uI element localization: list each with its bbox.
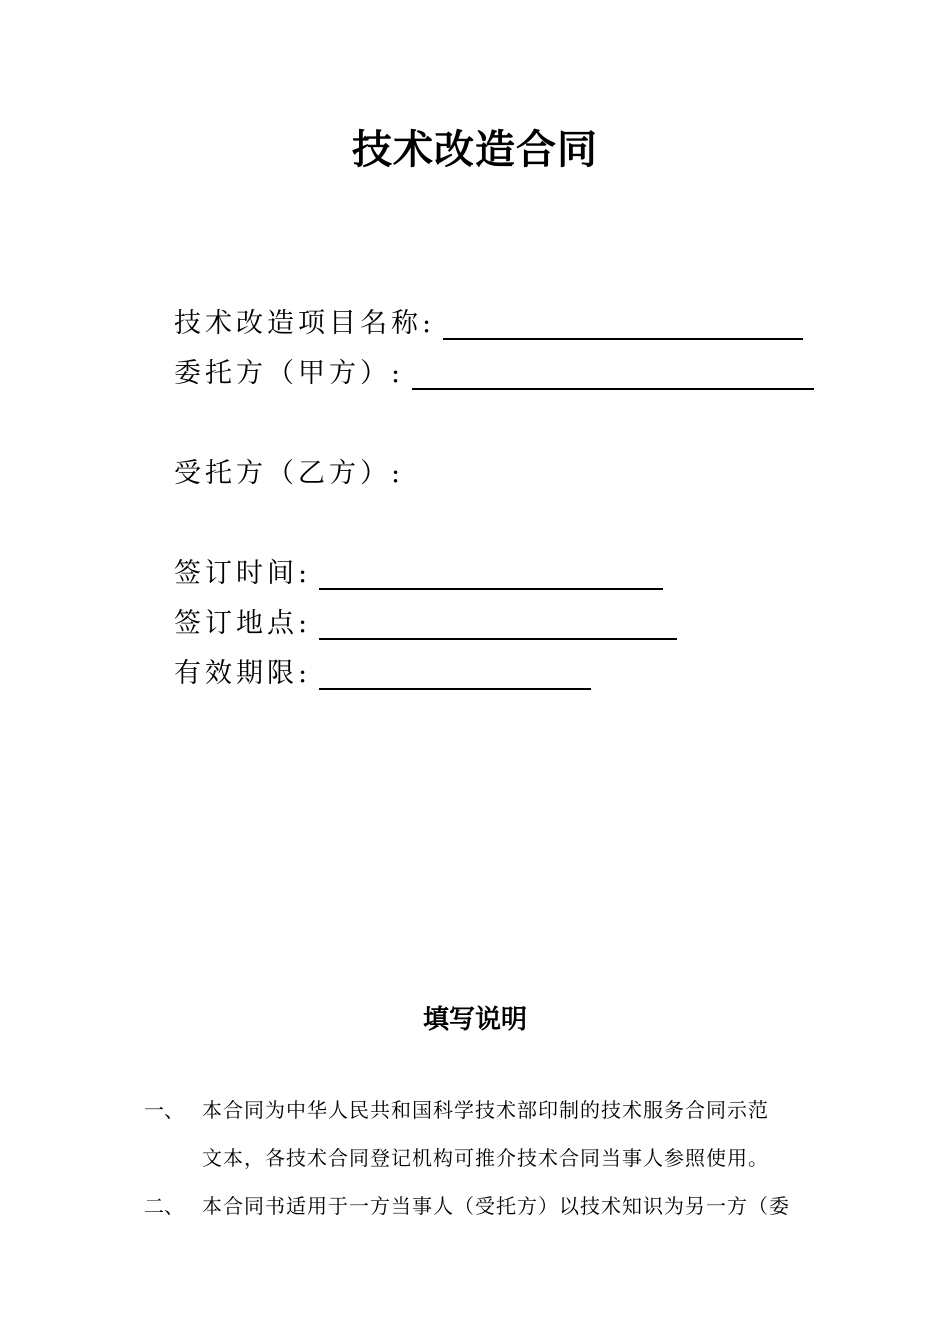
validity-label: 有效期限:	[174, 658, 312, 689]
client-field	[174, 356, 814, 392]
instruction-item-1-continued: 文本，各技术合同登记机构可推介技术合同当事人参照使用。	[202, 1146, 769, 1170]
instruction-item-1	[144, 1096, 844, 1124]
validity-field	[174, 656, 591, 692]
instruction-text: 本合同书适用于一方当事人（受托方）以技术知识为另一方（委	[202, 1194, 790, 1218]
document-title: 技术改造合同	[352, 127, 598, 173]
sign-time-label: 签订时间:	[174, 558, 312, 589]
contractor-field	[174, 456, 404, 492]
project-name-label: 技术改造项目名称:	[174, 308, 436, 339]
instruction-number: 二、	[144, 1194, 184, 1218]
sign-time-blank[interactable]	[319, 558, 663, 590]
sign-place-label: 签订地点:	[174, 608, 312, 639]
instruction-item-2	[144, 1192, 844, 1220]
instruction-number: 一、	[144, 1098, 184, 1122]
instructions-heading: 填写说明	[422, 1005, 527, 1035]
client-blank[interactable]	[412, 358, 814, 390]
instruction-text: 本合同为中华人民共和国科学技术部印制的技术服务合同示范	[202, 1098, 769, 1122]
sign-time-field	[174, 556, 663, 592]
sign-place-field	[174, 606, 677, 642]
sign-place-blank[interactable]	[319, 608, 677, 640]
contractor-label: 受托方（乙方）:	[174, 458, 405, 489]
validity-blank[interactable]	[319, 658, 591, 690]
client-label: 委托方（甲方）:	[174, 358, 405, 389]
project-name-blank[interactable]	[443, 308, 803, 340]
project-name-field	[174, 306, 803, 342]
